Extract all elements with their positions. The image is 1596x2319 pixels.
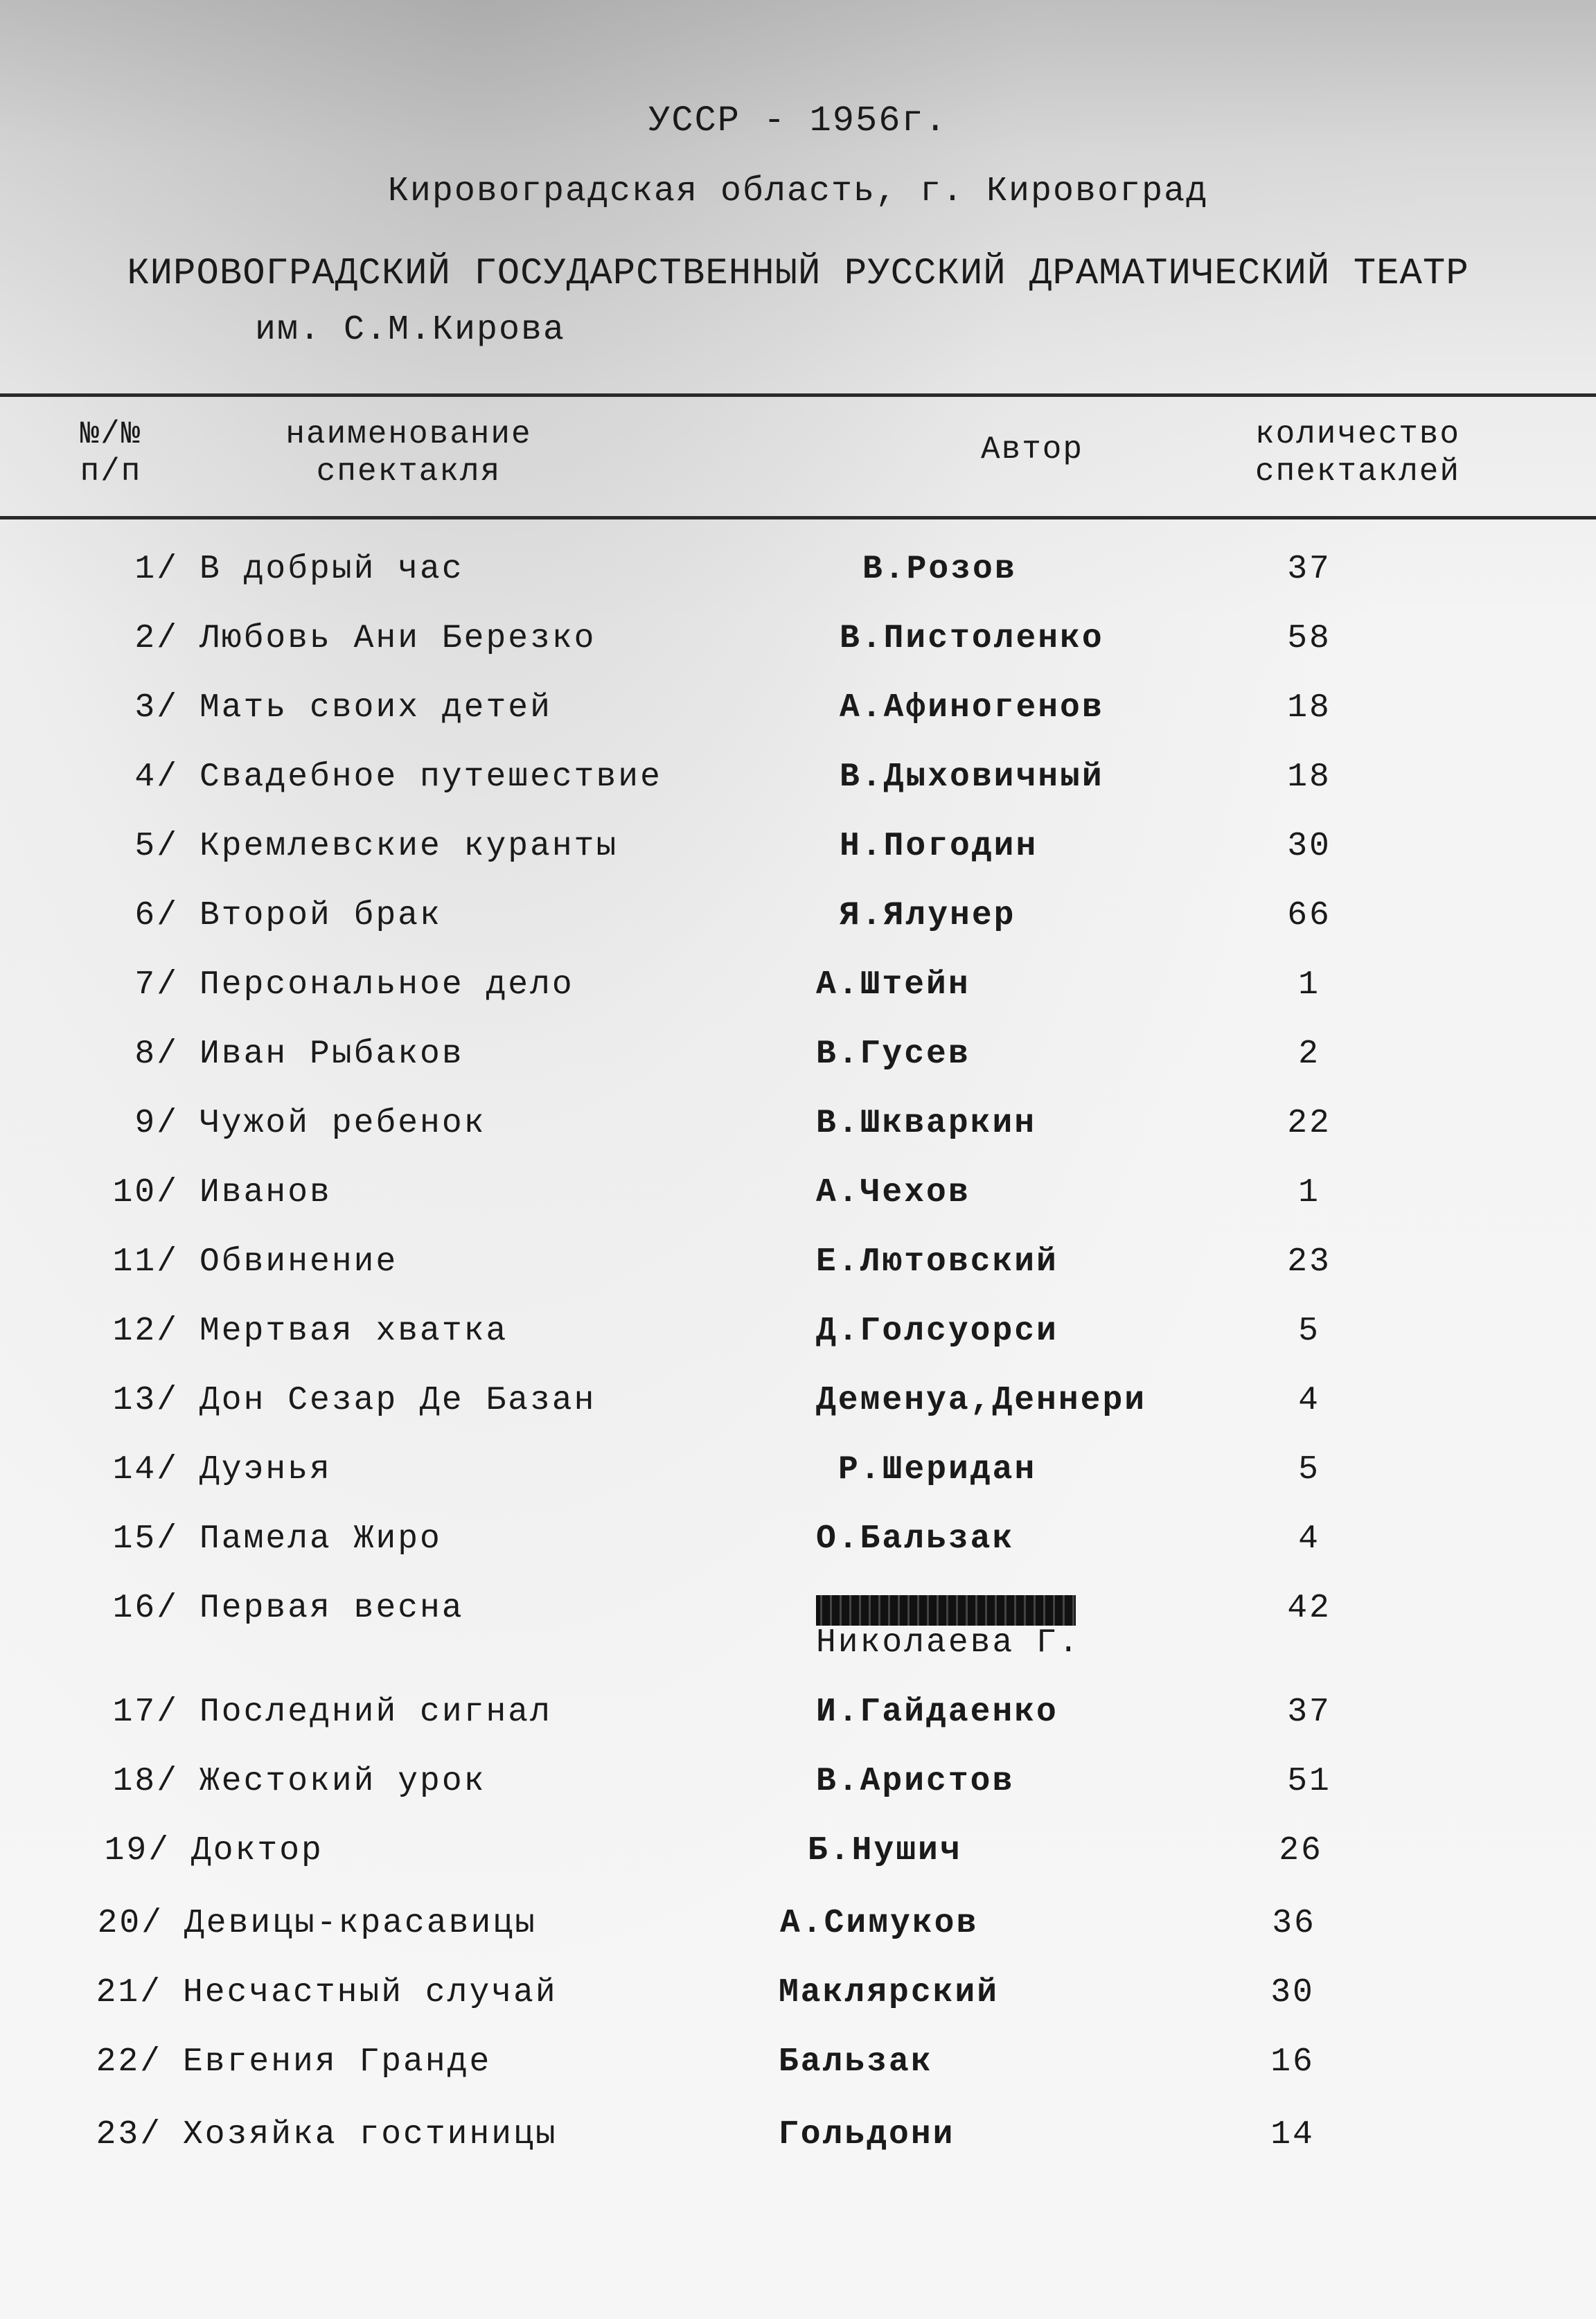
performance-title: Хозяйка гостиницы: [183, 2116, 558, 2153]
performance-author: А.Симуков: [780, 1905, 979, 1942]
document-header-region: Кировоградская область, г. Кировоград: [387, 172, 1209, 211]
performance-author: В.Пистоленко: [840, 620, 1104, 657]
performance-count: 18: [1287, 758, 1331, 796]
performance-count: 37: [1287, 551, 1331, 588]
performance-title: Несчастный случай: [183, 1974, 558, 2011]
table-row: [0, 1763, 1596, 1818]
performance-count: 30: [1287, 828, 1331, 865]
row-number: 13/: [112, 1382, 179, 1419]
performance-title: Мертвая хватка: [200, 1313, 508, 1350]
performance-title: Жестокий урок: [200, 1763, 486, 1800]
performance-author: А.Штейн: [816, 966, 970, 1004]
performance-title: Девицы-красавицы: [184, 1905, 537, 1942]
performance-count: 5: [1298, 1313, 1320, 1350]
performance-author: В.Шкваркин: [816, 1105, 1037, 1142]
performance-count: 2: [1298, 1036, 1320, 1073]
performance-count: 58: [1287, 620, 1331, 657]
row-number: 22/: [96, 2043, 162, 2081]
table-row: [0, 1590, 1596, 1662]
performance-count: 51: [1287, 1763, 1331, 1800]
document-header-named-after: им. С.М.Кирова: [254, 310, 566, 350]
performance-title: Обвинение: [200, 1243, 398, 1281]
table-row: [0, 1036, 1596, 1091]
row-number: 16/: [112, 1590, 179, 1627]
performance-count: 37: [1287, 1694, 1331, 1731]
performance-author: Я.Ялунер: [840, 897, 1016, 934]
performance-title: В добрый час: [200, 551, 464, 588]
performance-count: 1: [1298, 966, 1320, 1004]
row-number: 8/: [134, 1036, 179, 1073]
row-number: 6/: [134, 897, 179, 934]
table-row: [0, 1520, 1596, 1576]
table-row: [0, 1694, 1596, 1749]
table-row: [0, 966, 1596, 1022]
performance-count: 23: [1287, 1243, 1331, 1281]
performance-count: 16: [1270, 2043, 1315, 2081]
performance-author: И.Гайдаенко: [816, 1694, 1058, 1731]
performance-count: 30: [1270, 1974, 1315, 2011]
table-row: [0, 897, 1596, 952]
performance-title: Свадебное путешествие: [200, 758, 662, 796]
performance-author: В.Дыховичный: [840, 758, 1104, 796]
table-row: [0, 828, 1596, 883]
row-number: 17/: [112, 1694, 179, 1731]
row-number: 14/: [112, 1451, 179, 1489]
performance-title: Кремлевские куранты: [200, 828, 619, 865]
table-row: [0, 689, 1596, 745]
performance-author: Б.Нушич: [808, 1832, 962, 1869]
performance-author: Бальзак: [779, 2043, 933, 2081]
table-row: [0, 1974, 1579, 2029]
row-number: 11/: [112, 1243, 179, 1281]
row-number: 7/: [134, 966, 179, 1004]
performance-author: А.Афиногенов: [840, 689, 1104, 727]
table-row: [0, 1243, 1596, 1299]
row-number: 12/: [112, 1313, 179, 1350]
performance-author: В.Розов: [862, 551, 1017, 588]
performance-count: 5: [1298, 1451, 1320, 1489]
performance-author: Маклярский: [779, 1974, 1000, 2011]
performance-count: 66: [1287, 897, 1331, 934]
table-row: [0, 1313, 1596, 1368]
performance-count: 36: [1272, 1905, 1316, 1942]
performance-title: Иван Рыбаков: [200, 1036, 464, 1073]
performance-title: Памела Жиро: [200, 1520, 442, 1558]
row-number: 21/: [96, 1974, 162, 2011]
performance-author: А.Чехов: [816, 1174, 970, 1211]
performance-author: Деменуа,Деннери: [816, 1382, 1147, 1419]
table-row: [0, 1105, 1596, 1160]
performance-title: Любовь Ани Березко: [200, 620, 596, 657]
performance-count: 1: [1298, 1174, 1320, 1211]
performance-author: В.Гусев: [816, 1036, 970, 1073]
performance-author: В.Аристов: [816, 1763, 1015, 1800]
performance-title: Мать своих детей: [200, 689, 552, 727]
column-header-count: количество спектаклей: [1254, 416, 1461, 490]
row-number: 1/: [134, 551, 179, 588]
row-number: 18/: [112, 1763, 179, 1800]
table-row: [0, 758, 1596, 814]
performance-title: Дон Сезар Де Базан: [200, 1382, 596, 1419]
table-row: [0, 1451, 1596, 1507]
row-number: 15/: [112, 1520, 179, 1558]
document-header-theatre: КИРОВОГРАДСКИЙ ГОСУДАРСТВЕННЫЙ РУССКИЙ ДРАМАТИЧЕСКИЙ ТЕАТР: [127, 253, 1469, 295]
performance-author: Р.Шеридан: [838, 1451, 1037, 1489]
performance-author: Н.Погодин: [840, 828, 1038, 865]
table-row: [0, 1905, 1581, 1960]
performance-title: Евгения Гранде: [183, 2043, 492, 2081]
column-header-title: наименование спектакля: [285, 416, 532, 490]
performance-count: 18: [1287, 689, 1331, 727]
performance-title: Дуэнья: [200, 1451, 332, 1489]
performance-author: Д.Голсуорси: [816, 1313, 1058, 1350]
row-number: 10/: [112, 1174, 179, 1211]
performance-count: 26: [1279, 1832, 1323, 1869]
row-number: 9/: [134, 1105, 179, 1142]
performance-author: О.Бальзак: [816, 1520, 1015, 1558]
row-number: 19/: [104, 1832, 170, 1869]
performance-title: Первая весна: [200, 1590, 464, 1627]
table-row: [0, 620, 1596, 675]
performance-title: Персональное дело: [200, 966, 574, 1004]
performance-title: Чужой ребенок: [200, 1105, 486, 1142]
table-row: [0, 2116, 1579, 2171]
performance-author: Е.Лютовский: [816, 1243, 1058, 1281]
table-row: [0, 551, 1596, 606]
row-number: 23/: [96, 2116, 162, 2153]
document-header-year: УССР - 1956г.: [648, 100, 948, 141]
table-row: [0, 1174, 1596, 1229]
performance-title: Последний сигнал: [200, 1694, 552, 1731]
row-number: 2/: [134, 620, 179, 657]
performance-title: Второй брак: [200, 897, 442, 934]
performance-count: 4: [1298, 1382, 1320, 1419]
performance-count: 14: [1270, 2116, 1315, 2153]
performance-author-corrected: Николаева Г.: [816, 1624, 1081, 1662]
row-number: 20/: [97, 1905, 163, 1942]
performance-author: Гольдони: [779, 2116, 955, 2153]
table-row: [0, 1832, 1588, 1887]
column-header-number: №/№ п/п: [80, 416, 142, 490]
performance-count: 42: [1287, 1590, 1331, 1627]
column-header-author: Автор: [980, 432, 1084, 468]
struck-out-author: [816, 1595, 1076, 1626]
performance-count: 4: [1298, 1520, 1320, 1558]
row-number: 3/: [134, 689, 179, 727]
performance-count: 22: [1287, 1105, 1331, 1142]
performance-title: Иванов: [200, 1174, 332, 1211]
table-row: [0, 2043, 1579, 2099]
row-number: 5/: [134, 828, 179, 865]
table-row: [0, 1382, 1596, 1437]
row-number: 4/: [134, 758, 179, 796]
performance-title: Доктор: [191, 1832, 323, 1869]
